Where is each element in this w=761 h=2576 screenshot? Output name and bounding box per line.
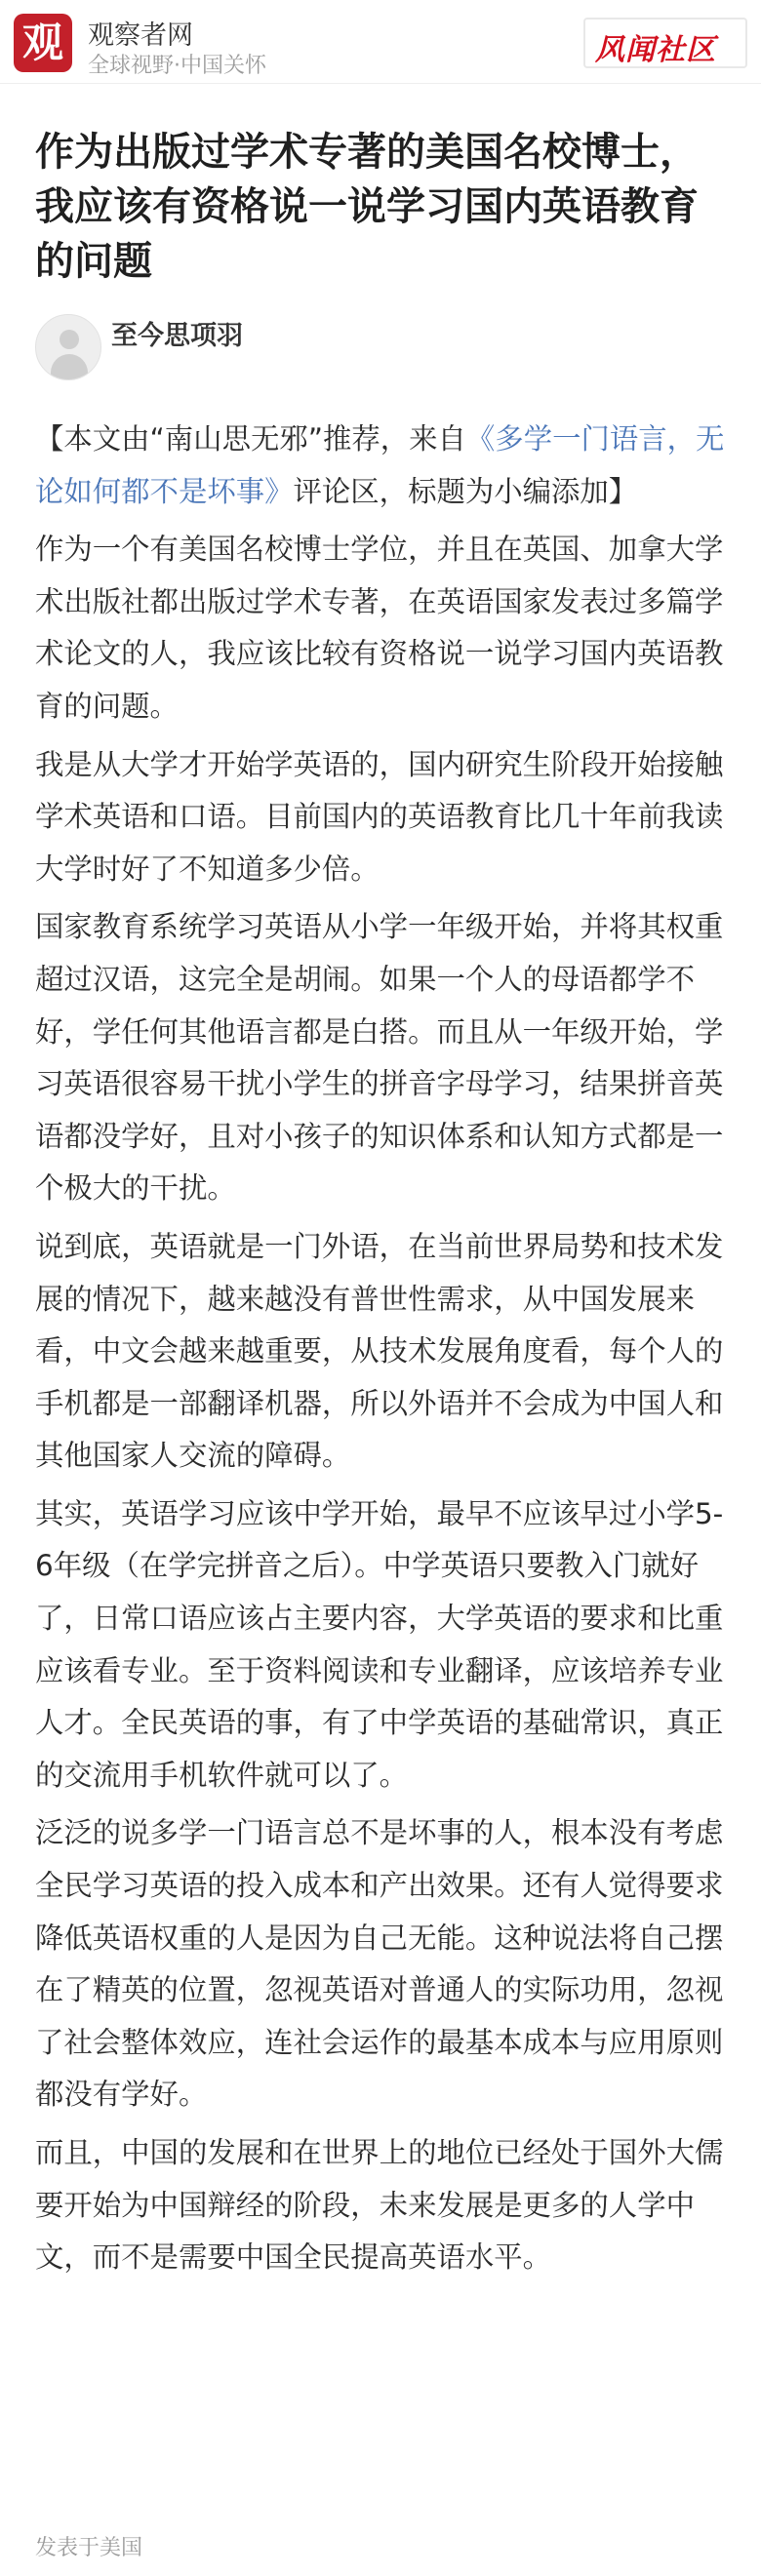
intro-prefix: 【本文由“南山思无邪”推荐，来自 [35,422,466,456]
article-paragraph: 泛泛的说多学一门语言总不是坏事的人，根本没有考虑全民学习英语的投入成本和产出效果。还有人觉得要求降低英语权重的人是因为自己无能。这种说法将自己摆在了精英的位置，忽视英语对普通人的实际功用，忽视了社会整体效应，连社会运作的最基本成本与应用原则都没有学好。 [35,1816,724,2112]
avatar-body-icon [51,354,88,380]
article-paragraph: 其实，英语学习应该中学开始，最早不应该早过小学5-6年级（在学完拼音之后）。中学英语只要教入门就好了，日常口语应该占主要内容，大学英语的要求和比重应该看专业。至于资料阅读和专业翻译，应该培养专业人才。全民英语的事，有了中学英语的基础常识，真正的交流用手机软件就可以了。 [35,1496,724,1792]
intro-suffix: 评论区，标题为小编添加】 [293,474,638,508]
article-paragraph: 我是从大学才开始学英语的，国内研究生阶段开始接触学术英语和口语。目前国内的英语教育比几十年前我读大学时好了不知道多少倍。 [35,747,724,886]
site-name[interactable]: 观察者网 [88,20,193,51]
article-paragraph: 国家教育系统学习英语从小学一年级开始，并将其权重超过汉语，这完全是胡闹。如果一个人的母语都学不好，学任何其他语言都是白搭。而且从一年级开始，学习英语很容易干扰小学生的拼音字母学习，结果拼音英语都没学好，且对小孩子的知识体系和认知方式都是一个极大的干扰。 [35,910,724,1206]
publish-location: 发表于美国 [35,2536,143,2560]
article-title: 作为出版过学术专著的美国名校博士，我应该有资格说一说学习国内英语教育的问题 [35,130,699,284]
site-slogan: 全球视野·中国关怀 [88,54,266,78]
article-paragraph: 而且，中国的发展和在世界上的地位已经处于国外大儒要开始为中国辩经的阶段，未来发展是更多的人学中文，而不是需要中国全民提高英语水平。 [35,2136,724,2275]
site-logo[interactable]: 观 [14,14,72,72]
author-avatar[interactable] [35,314,101,380]
avatar-head-icon [60,330,79,349]
article-paragraph: 作为一个有美国名校博士学位，并且在英国、加拿大学术出版社都出版过学术专著，在英语国家发表过多篇学术论文的人，我应该比较有资格说一说学习国内英语教育的问题。 [35,533,724,723]
community-brand-logo[interactable] [583,18,747,68]
top-bar [0,0,761,84]
author-name[interactable]: 至今思项羽 [111,321,243,351]
source-article-link[interactable]: 《多学一门语言，无论如何都不是坏事》 [35,422,725,508]
community-brand-label: 风闻社区 [595,33,716,67]
article-paragraph: 说到底，英语就是一门外语，在当前世界局势和技术发展的情况下，越来越没有普世性需求，从中国发展来看，中文会越来越重要，从技术发展角度看，每个人的手机都是一部翻译机器，所以外语并不会成为中国人和其他国家人交流的障碍。 [35,1229,724,1473]
article-body [35,414,726,2290]
article-intro [35,414,726,518]
